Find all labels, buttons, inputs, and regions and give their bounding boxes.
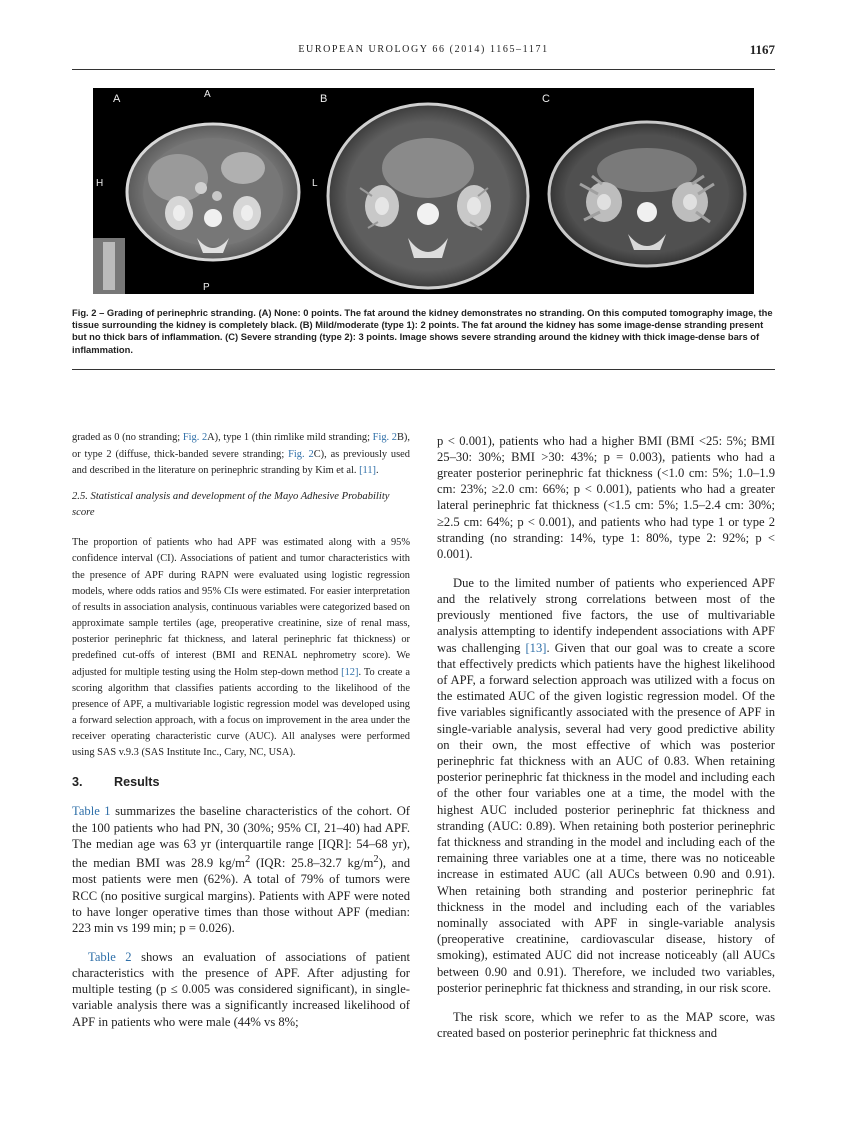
paragraph-results-5: The risk score, which we refer to as the MAP score, was created based on posterior perinephric fat thickness and bbox=[437, 1009, 775, 1040]
fig-2a-link[interactable]: Fig. 2 bbox=[182, 432, 208, 444]
panel-label-a: A bbox=[113, 93, 121, 105]
caption-text: (A) None: 0 points. The fat around the kidney demonstrates no stranding. On this computed tomography image, the tissue surrounding the kidney is completely black. (B) Mild/moderate (type 1): 2 points. The fat around the kidney has some image-dense stranding present but no thick bars of inflammation. (C) Severe stranding (type 2): 3 points. Image shows severe stranding around the kidney with thick image-dense bars of inflammation. bbox=[72, 307, 773, 355]
table-2-link[interactable]: Table 2 bbox=[88, 949, 132, 964]
orientation-label-a: A bbox=[204, 89, 211, 100]
paragraph-results-1: Table 1 summarizes the baseline characteristics of the cohort. Of the 100 patients who had PN, 30 (30%; 95% CI, 21–40) had APF. The median age was 63 yr (interquartile range [IQR]: 54–68 yr), the median BMI was 28.9 $kg/m^2$ (IQR: 25.8–32.7 $kg/m^2$), and most patients were men (62%). A total of 79% of tumors were RCC (no positive surgical margins). Patients with APF were noted to have longer operative times than those without APF (median: 223 min vs 199 min; p = 0.026). bbox=[72, 804, 411, 936]
caption-lead: Fig. 2 – Grading of perinephric stranding. bbox=[72, 307, 256, 318]
figure-caption bbox=[72, 307, 775, 356]
section-heading-results: 3. Results bbox=[72, 775, 160, 790]
fig-2c-link[interactable]: Fig. 2 bbox=[288, 448, 314, 460]
orientation-label-l: L bbox=[312, 178, 318, 189]
header-rule bbox=[72, 69, 775, 70]
ref-12-link[interactable]: [12] bbox=[341, 666, 359, 678]
ct-panel-c bbox=[540, 88, 754, 294]
table-1-link[interactable]: Table 1 bbox=[72, 804, 111, 819]
paragraph-results-3: p < 0.001), patients who had a higher BMI (BMI <25: 5%; BMI 25–30: 30%; BMI >30: 43%; p = 0.003), patients who had a greater posterior perinephric fat thickness (<1.0 cm: 5%; 1.0–1.9 cm: 23%; ≥2.0 cm: 66%; p < 0.001), patients who had a greater lateral perinephric fat thickness (<1.5 cm: 5%; 1.5–2.4 cm: 30%; ≥2.5 cm: 64%; p < 0.001), and patients who had type 1 or type 2 stranding (no stranding: 14%, type 1: 80%, type 2: 92%; p < 0.001). bbox=[437, 433, 775, 562]
journal-citation: EUROPEAN UROLOGY 66 (2014) 1165–1171 bbox=[298, 44, 549, 55]
ct-panel-a bbox=[93, 88, 324, 294]
panel-label-c: C bbox=[542, 93, 550, 105]
running-header bbox=[72, 42, 775, 62]
paragraph-results-2: Table 2 shows an evaluation of associations of patient characteristics with the presence of APF. After adjusting for multiple testing (p ≤ 0.005 was considered significant), in single-variable analysis there was a significantly increased likelihood of APF in patients who were male (44% vs 8%; bbox=[72, 949, 411, 1029]
caption-rule bbox=[72, 369, 775, 370]
ref-13-link[interactable]: [13] bbox=[525, 640, 547, 655]
panel-label-b: B bbox=[320, 93, 328, 105]
paragraph-grading: graded as 0 (no stranding; Fig. 2A), type 1 (thin rimlike mild stranding; Fig. 2B), or type 2 (diffuse, thick-banded severe stranding; Fig. 2C), as previously used and described in the literature on perinephric stranding by Kim et al. [11]. bbox=[72, 432, 410, 476]
ref-11-link[interactable]: [11] bbox=[359, 464, 377, 476]
orientation-label-h: H bbox=[96, 178, 104, 189]
paragraph-results-4: Due to the limited number of patients who experienced APF and the relatively strong correlations between most of the previously mentioned five factors, the use of multivariable analysis attempting to identify independent associations with APF was challenging [13]. Given that our goal was to create a score that effectively predicts which patients have the highest likelihood of APF, a forward selection approach was utilized with a focus on the estimated AUC of the given logistic regression model. Of the five variables significantly associated with the presence of APF in single-variable analysis, several had very good predictive ability on their own, the most effective of which was posterior perinephric fat thickness with an AUC of 0.83. When retaining posterior perinephric fat thickness in the model and including each of the other four variables one at a time, the model with the highest AUC included posterior perinephric fat thickness and stranding (AUC: 0.89). When retaining both posterior perinephric fat thickness and stranding in the model and including each of the remaining three variables one at a time, there was no noticeable increase in estimated AUC (all AUCs between 0.90 and 0.91). When retaining both stranding and posterior perinephric fat thickness in the model and including each of the variables nominally associated with APF in single-variable analysis (preoperative creatinine, cardiovascular disease, history of smoking), estimated AUC did not increase noticeably (all AUCs between 0.90 and 0.91). Therefore, we included two variables, posterior perinephric fat thickness and stranding, in our risk score. bbox=[437, 575, 775, 995]
paragraph-statistics: The proportion of patients who had APF was estimated along with a 95% confidence interval (CI). Associations of patient and tumor characteristics with the presence of APF during RAPN were evaluated using logistic regression models, where odds ratios and 95% CIs were estimated. For easier interpretation of results in association analysis, continuous variables were categorized based on approximate sample tertiles (age, preoperative creatinine, size of renal mass, posterior perinephric fat thickness, and lateral perinephric fat thickness) or predefined cut-offs of interest (BMI and RENAL nephrometry score). We adjusted for multiple testing using the Holm step-down method [12]. To create a scoring algorithm that classifies patients according to the likelihood of the presence of APF, a multivariable logistic regression model was developed using a forward selection approach, with a focus on improvement in the area under the receiver operating characteristic curve (AUC). All analyses were performed using SAS v.9.3 (SAS Institute Inc., Cary, NC, USA). bbox=[72, 537, 410, 759]
fig-2b-link[interactable]: Fig. 2 bbox=[372, 432, 397, 444]
page-number: 1167 bbox=[749, 42, 775, 57]
ct-panel-b bbox=[310, 88, 540, 294]
left-column bbox=[72, 420, 410, 1042]
ct-figure bbox=[93, 88, 754, 294]
orientation-label-p: P bbox=[203, 282, 210, 293]
right-column bbox=[437, 420, 775, 1054]
subsection-heading: 2.5. Statistical analysis and development of the Mayo Adhesive Probability score bbox=[72, 491, 390, 519]
